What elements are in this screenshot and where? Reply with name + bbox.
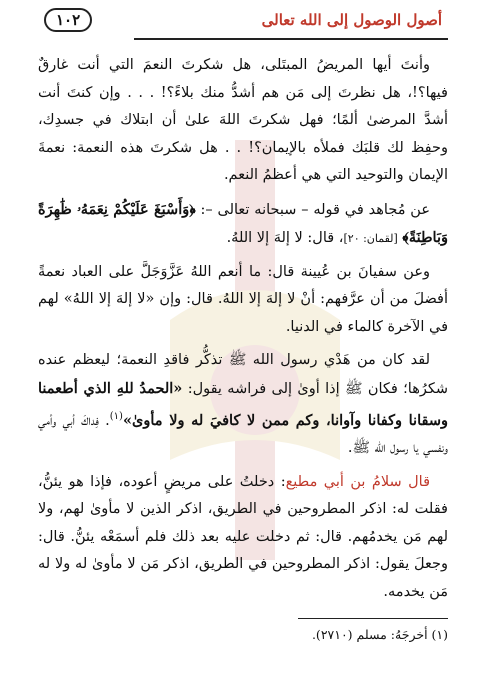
verse-reference: [لقمان: ٢٠]	[343, 232, 398, 245]
page-number: ١٠٢	[44, 8, 92, 32]
running-title: أصول الوصول إلى الله تعالى	[261, 11, 442, 29]
paragraph-sufyan: وعن سفيانَ بن عُيينة قال: ما أنعم اللهُ عَزَّوَجَلَّ على العباد نعمةً أفضلَ من أن عرَّفهم: أنْ لا إلهَ إلا اللهُ. قال: وإن «لا إلهَ إلا اللهُ» لهم في الآخرة كالماء في الدنيا.	[38, 263, 448, 335]
header-divider	[134, 38, 448, 40]
quran-verse: ﴿وَأَسْبَغَ عَلَيْكُمْ نِعَمَهُۥ ظَٰهِرَةً وَبَاطِنَةً﴾	[38, 200, 448, 246]
sallam-text: : دخلتُ على مريضٍ أعوده، فإذا هو يئنُّ، فقلت له: اذكر المطروحين في الطريق، اذكر الذين لا مأوىٰ لهم، ولا لهم مَن يخدمُهم. قال: ثم دخلت عليه بعد ذلك فلم أسمَعْه يئنُّ. قال: وجعلَ يقول: اذكر المطروحين في الطريق، اذكر مَن لا مأوىٰ له ولا له مَن يخدمه.	[38, 473, 448, 600]
page-header	[38, 0, 448, 40]
prophet-text-b: . فِداكَ أبي وأمي ونفسي يا رسول الله ﷺ.	[38, 412, 448, 457]
footnote-marker[interactable]: (١)	[109, 411, 123, 422]
mujahid-end: ، قال: لا إلهَ إلا اللهُ.	[226, 230, 344, 246]
paragraph-prophet	[38, 347, 448, 463]
paragraph-mujahid	[38, 196, 448, 253]
mujahid-intro: عن مُجاهد في قوله – سبحانه تعالى –:	[200, 201, 430, 218]
paragraph-sallam	[38, 469, 448, 607]
hadith-text: «الحمدُ للهِ الذي أطعمنا وسقانا وكفانا وآوانا، وكم ممن لا كافيَ له ولا مأوىٰ»	[38, 379, 448, 429]
page-body	[38, 52, 448, 645]
footnote-divider	[298, 618, 448, 619]
paragraph-patient: وأنتَ أيها المريضُ المبتَلى، هل شكرتَ النعمَ التي أنت غارقٌ فيها؟!، هل نظرتَ إلى مَن هم أشدُّ منك بلاءً؟! . . . وإن كنتَ أنت أشدَّ المرضىٰ ألمًا؛ فهل شكرتَ اللهَ علىٰ أن ابتلاك في جسدِك، وحفِظ لك قلبَك فملأه بالإيمان؟! . . هل شكرتَ هذه النعمة: نعمةَ الإيمان والتوحيد التي هي أعظمُ النعم.	[38, 57, 448, 183]
prophet-text-a: لقد كان من هَدْي رسول الله ﷺ تذكُّر فاقدِ النعمة؛ ليعظم عنده شكرُها؛ فكان ﷺ إذا أوىٰ إلى فراشه يقول:	[38, 352, 448, 397]
footnote: (١) أخرجَهُ: مسلم (٢٧١٠).	[311, 627, 448, 643]
narrator-name: قال سلامُ بن أبي مطيع	[285, 473, 431, 490]
